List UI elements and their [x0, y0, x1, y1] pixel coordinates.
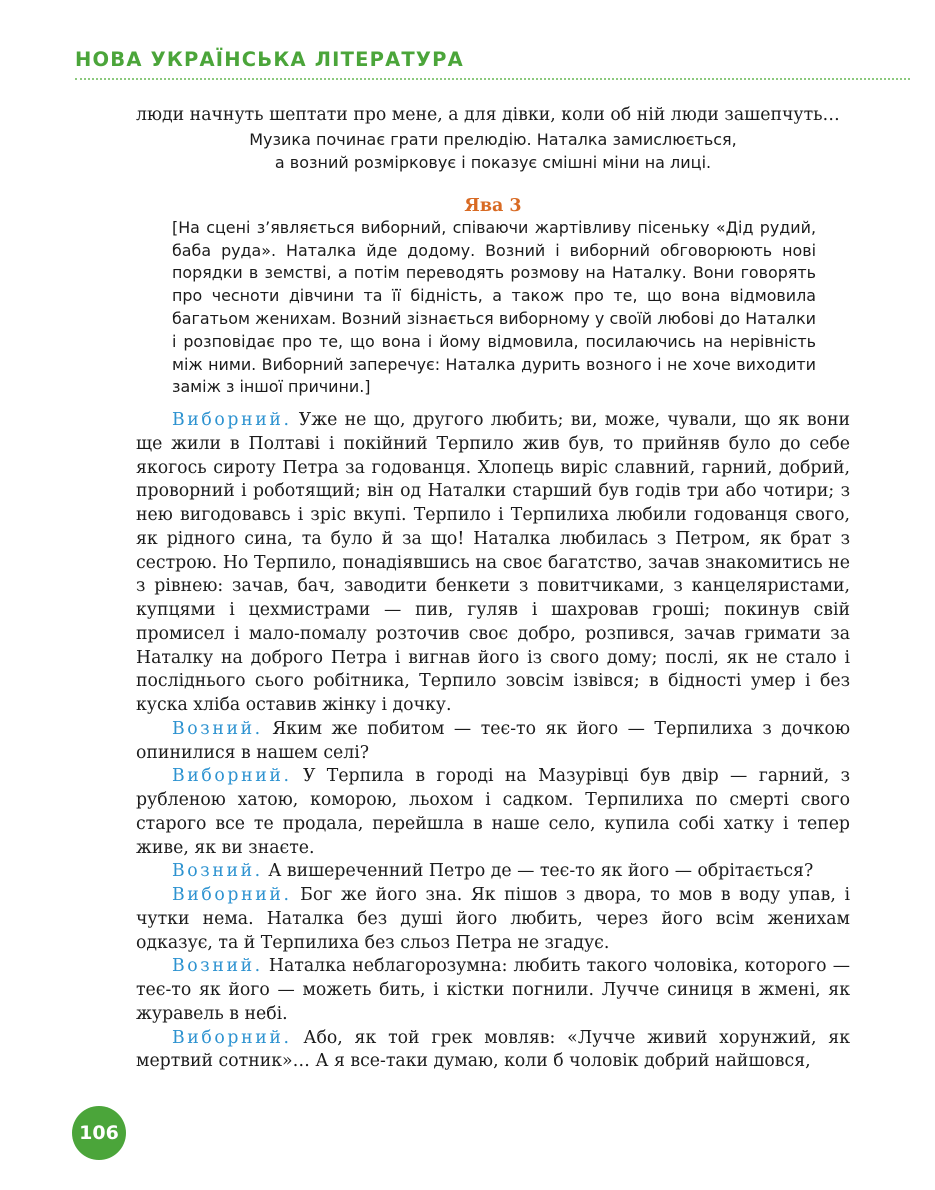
header-divider — [75, 78, 910, 80]
scene-title: Ява 3 — [464, 195, 522, 216]
stage-direction — [136, 128, 850, 175]
continuation-paragraph: люди начнуть шептати про мене, а для дівки, коли об ній люди зашепчуть… — [136, 105, 840, 125]
speaker-name: Возний. — [172, 718, 263, 739]
speaker-name: Виборний. — [172, 1027, 292, 1048]
replica-text: Уже не що, другого любить; ви, може, чували, що як вони ще жили в Полтаві і покійний Терпило жив був, то прийняв було до себе якогось сироту Петра за годованця. Хлопець виріс славний, гарний, добрий, проворний і роботящий; він од Наталки старший був годів три або чотири; з нею вигодовавсь і зріс вкупі. Терпило і Терпилиха любили годованця свого, як рідного сина, та було й за що! Наталка любилась з Петром, як брат з сестрою. Но Терпило, понадіявшись на своє багатство, зачав знакомитись не з рівнею: зачав, бач, заводити бенкети з повитчиками, з канцеляристами, купцями і цехмистрами — пив, гуляв і шахровав гроші; покинув свій промисел і мало-помалу розточив своє добро, розпився, зачав гримати за Наталку на доброго Петра і вигнав його із свого дому; послі, як не стало і посліднього сього робітника, Терпило зовсім ізвівся; в бідності умер і без куска хліба оставив жінку і дочку. — [136, 410, 850, 716]
page-number-badge — [72, 1106, 126, 1160]
dialogue-replica — [136, 884, 850, 955]
dialogue-replica — [136, 955, 850, 1026]
speaker-name: Виборний. — [172, 885, 292, 906]
scene-summary: [На сцені з’являється виборний, співаючи жартівливу пісеньку «Дід рудий, баба руда». Наталка йде додому. Возний і виборний обговорюють нові порядки в земстві, а потім переводять розмову на Наталку. Вони говорять про чесноти дівчини та її бідність, а також про те, що вона відмовила багатьом женихам. Возний зізнається виборному у своїй любові до Наталки і розповідає про те, що вона і йому відмовила, посилаючись на нерівність між ними. Виборний заперечує: Наталка дурить возного і не хоче виходити заміж з іншої причини.] — [172, 217, 816, 397]
replica-text: Наталка неблагорозумна: любить такого чоловіка, которого — теє-то як його — можеть бить, і кістки погнили. Лучче синиця в жмені, як журавель в небі. — [136, 956, 850, 1024]
dialogue-replica — [136, 1027, 850, 1075]
replica-text: Або, як той грек мовляв: «Лучче живий хорунжий, як мертвий сотник»… А я все-таки думаю, коли б чоловік добрий найшовся, — [136, 1027, 850, 1072]
speaker-name: Виборний. — [172, 410, 292, 431]
speaker-name: Возний. — [172, 956, 263, 977]
dialogue-replica — [136, 765, 850, 860]
speaker-name: Возний. — [172, 861, 263, 882]
replica-text: Бог же його зна. Як пішов з двора, то мов в воду упав, і чутки нема. Наталка без душі його любить, через його всім женихам одказує, та й Терпилиха без сльоз Петра не згадує. — [136, 885, 850, 953]
page-content — [136, 104, 850, 1074]
replica-text: У Терпила в городі на Мазурівці був двір — гарний, з рубленою хатою, коморою, льохом і садком. Терпилиха по смерті свого старого все те продала, перейшла в наше село, купила собі хатку і тепер живе, як ви знаєте. — [136, 766, 850, 858]
replica-text: Яким же побитом — теє-то як його — Терпилиха з дочкою опинилися в нашем селі? — [136, 718, 850, 763]
section-header: НОВА УКРАЇНСЬКА ЛІТЕРАТУРА — [75, 48, 464, 71]
stage-direction-line: Музика починає грати прелюдію. Наталка замислюється, — [249, 129, 737, 149]
dialogue-replica — [136, 409, 850, 718]
dialogue-replica — [136, 718, 850, 766]
speaker-name: Виборний. — [172, 766, 292, 787]
page-number: 106 — [79, 1122, 119, 1144]
stage-direction-line: а возний розмірковує і показує смішні міни на лиці. — [274, 153, 712, 173]
dialogue-replica — [136, 860, 850, 884]
replica-text: А вишереченний Петро де — теє-то як його — обрітається? — [268, 861, 814, 882]
